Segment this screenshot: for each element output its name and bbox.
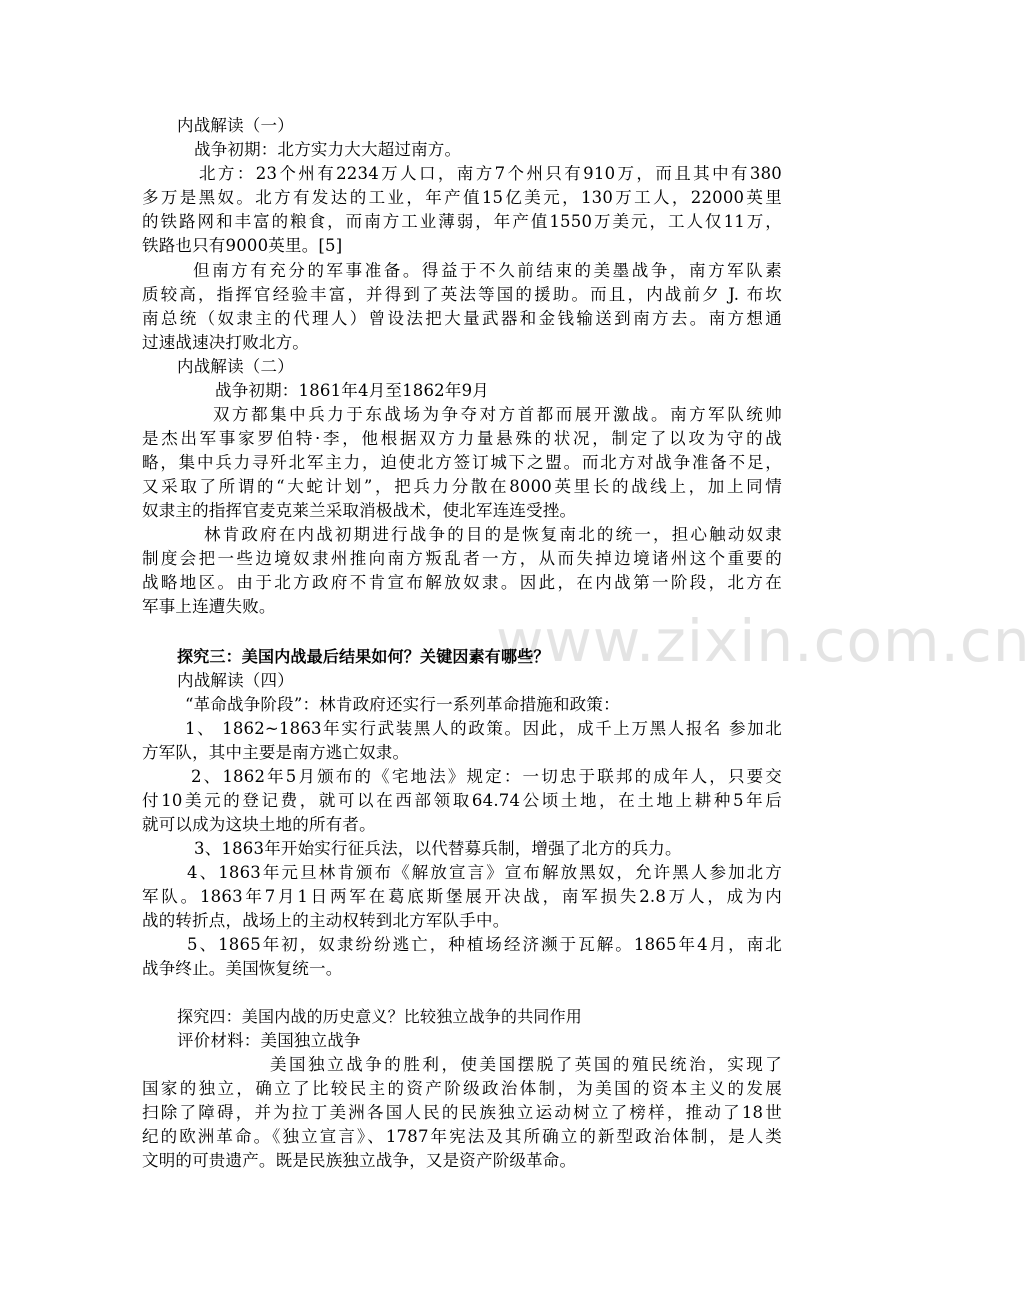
paragraph-line: 军队。1863年7月1日两军在葛底斯堡展开决战，南军损失2.8万人，成为内 xyxy=(142,887,782,906)
list-item-4: 4、1863年元旦林肯颁布《解放宣言》宣布解放黑奴，允许黑人参加北方 xyxy=(187,863,782,882)
paragraph-line: 就可以成为这块土地的所有者。 xyxy=(142,815,376,834)
paragraph-line: 战的转折点，战场上的主动权转到北方军队手中。 xyxy=(142,911,510,930)
paragraph-line: 又采取了所谓的“大蛇计划”，把兵力分散在8000英里长的战线上，加上同情 xyxy=(142,477,782,496)
heading-interpretation-2: 内战解读（二） xyxy=(177,357,294,376)
paragraph-line: 是杰出军事家罗伯特·李，他根据双方力量悬殊的状况，制定了以攻为守的战 xyxy=(142,429,782,448)
paragraph-line: 文明的可贵遗产。既是民族独立战争，又是资产阶级革命。 xyxy=(142,1151,577,1170)
paragraph-line: 但南方有充分的军事准备。得益于不久前结束的美墨战争，南方军队素 xyxy=(193,261,782,280)
heading-interpretation-1: 内战解读（一） xyxy=(177,116,294,135)
paragraph-line: 多万是黑奴。北方有发达的工业，年产值15亿美元，130万工人，22000英里 xyxy=(142,188,782,207)
paragraph-line: 南总统（奴隶主的代理人）曾设法把大量武器和金钱输送到南方去。南方想通 xyxy=(142,309,782,328)
heading-interpretation-4: 内战解读（四） xyxy=(177,671,294,690)
paragraph-line: 林肯政府在内战初期进行战争的目的是恢复南北的统一，担心触动奴隶 xyxy=(204,525,782,544)
paragraph-line: 扫除了障碍，并为拉丁美洲各国人民的民族独立运动树立了榜样，推动了18世 xyxy=(142,1103,782,1122)
paragraph-line: 过速战速决打败北方。 xyxy=(142,333,309,352)
paragraph-line: 美国独立战争的胜利，使美国摆脱了英国的殖民统治，实现了 xyxy=(270,1055,782,1074)
list-item-2: 2、1862年5月颁布的《宅地法》规定：一切忠于联邦的成年人，只要交 xyxy=(191,767,782,786)
paragraph-line: 付10美元的登记费，就可以在西部领取64.74公顷土地，在土地上耕种5年后 xyxy=(142,791,782,810)
heading-inquiry-3: 探究三：美国内战最后结果如何？关键因素有哪些？ xyxy=(177,647,550,666)
paragraph-line: 的铁路网和丰富的粮食，而南方工业薄弱，年产值1550万美元，工人仅11万， xyxy=(142,212,782,231)
watermark: www.zixin.com.cn xyxy=(496,607,1031,675)
paragraph-line: 纪的欧洲革命。《独立宣言》、1787年宪法及其所确立的新型政治体制，是人类 xyxy=(142,1127,782,1146)
paragraph-line: 奴隶主的指挥官麦克莱兰采取消极战术，使北军连连受挫。 xyxy=(142,501,577,520)
heading-inquiry-4: 探究四：美国内战的历史意义？比较独立战争的共同作用 xyxy=(177,1007,583,1026)
paragraph-line: 军事上连遭失败。 xyxy=(142,597,276,616)
list-item-3: 3、1863年开始实行征兵法，以代替募兵制，增强了北方的兵力。 xyxy=(194,839,682,858)
paragraph-line: 国家的独立，确立了比较民主的资产阶级政治体制，为美国的资本主义的发展 xyxy=(142,1079,782,1098)
paragraph-line: 铁路也只有9000英里。[5] xyxy=(142,236,343,255)
paragraph-line: 方军队，其中主要是南方逃亡奴隶。 xyxy=(142,743,410,762)
paragraph-line: 北方：23个州有2234万人口，南方7个州只有910万，而且其中有380 xyxy=(199,164,782,183)
heading-evaluation-material: 评价材料：美国独立战争 xyxy=(177,1031,361,1050)
paragraph-line: 战争终止。美国恢复统一。 xyxy=(142,959,343,978)
list-item-5: 5、1865年初，奴隶纷纷逃亡，种植场经济濒于瓦解。1865年4月，南北 xyxy=(187,935,782,954)
paragraph-line: 战争初期：北方实力大大超过南方。 xyxy=(194,140,462,159)
paragraph-line: 质较高，指挥官经验丰富，并得到了英法等国的援助。而且，内战前夕 J. 布坎 xyxy=(142,285,782,304)
list-item-1: 1、 1862~1863年实行武装黑人的政策。因此，成千上万黑人报名 参加北 xyxy=(185,719,782,738)
paragraph-line: 略，集中兵力寻歼北军主力，迫使北方签订城下之盟。而北方对战争准备不足， xyxy=(142,453,782,472)
paragraph-line: 战略地区。由于北方政府不肯宣布解放奴隶。因此，在内战第一阶段，北方在 xyxy=(142,573,782,592)
paragraph-line: 双方都集中兵力于东战场为争夺对方首都而展开激战。南方军队统帅 xyxy=(213,405,782,424)
paragraph-line: 制度会把一些边境奴隶州推向南方叛乱者一方，从而失掉边境诸州这个重要的 xyxy=(142,549,782,568)
paragraph-line: “革命战争阶段”：林肯政府还实行一系列革命措施和政策： xyxy=(185,695,620,714)
paragraph-line: 战争初期：1861年4月至1862年9月 xyxy=(215,381,489,400)
